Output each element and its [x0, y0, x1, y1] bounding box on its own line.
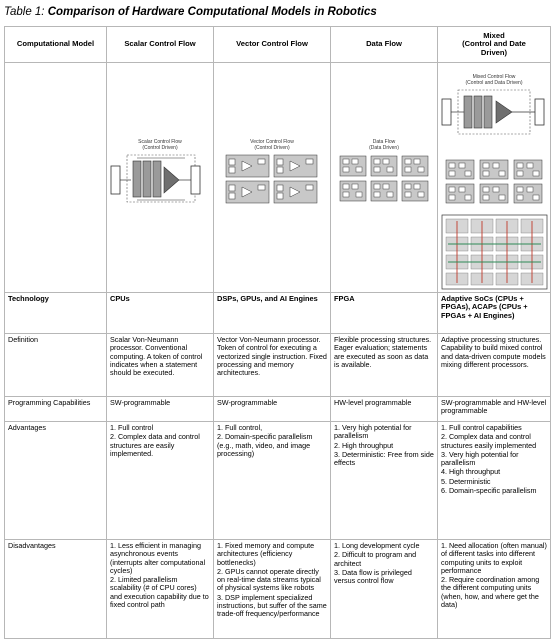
list-item: 3. Very high potential for parallelism	[441, 449, 519, 468]
header-row	[5, 27, 551, 63]
list-item: 4. High throughput	[441, 467, 501, 477]
table-cell	[438, 422, 551, 540]
list-item: 5. Deterministic	[441, 476, 491, 486]
figure-empty-cell	[5, 63, 107, 293]
table-cell: SW-programmable	[214, 397, 331, 422]
list-item: 1. Fixed memory and compute architectures (efficiency bottlenecks)	[217, 541, 315, 567]
table-row-advantages	[5, 422, 551, 540]
dataflow-figure-title: Data Flow	[372, 139, 396, 145]
table-row-disadvantages	[5, 540, 551, 639]
table-cell	[214, 540, 331, 639]
table-cell: Adaptive SoCs (CPUs + FPGAs), ACAPs (CPUs + FPGAs + AI Engines)	[438, 293, 551, 334]
scalar-figure-cell	[107, 63, 214, 293]
list-item: 3. Deterministic: Free from side effects	[334, 449, 434, 468]
figure-row	[5, 63, 551, 293]
list-item: 1. Need allocation (often manual) of different tasks into different computing units to exploit performance	[441, 541, 547, 575]
caption-title: Comparison of Hardware Computational Models in Robotics	[47, 6, 377, 18]
dataflow-figure-cell	[331, 63, 438, 293]
row-label: Definition	[5, 334, 107, 397]
table-cell: DSPs, GPUs, and AI Engines	[214, 293, 331, 334]
list-item: 2. Difficult to program and architect	[334, 550, 417, 568]
header-cell: Data Flow	[331, 27, 438, 63]
table-cell	[107, 540, 214, 639]
list-item: 2. GPUs cannot operate directly on real-time data streams typical of physical systems like robots	[217, 566, 321, 593]
caption-label: Table 1:	[4, 6, 45, 18]
list-item: 2. Domain-specific parallelism (e.g., math, video, and image processing)	[217, 432, 313, 458]
header-cell: Mixed (Control and Date Driven)	[438, 27, 551, 63]
header-cell: Scalar Control Flow	[107, 27, 214, 63]
list-item: 1. Less efficient in managing asynchronous events (interrupts alter computational cycles)	[110, 541, 206, 575]
table-cell	[438, 540, 551, 639]
list-item: 6. Domain-specific parallelism	[441, 486, 537, 496]
table-row-programming	[5, 397, 551, 422]
mixed-figure-title: Mixed Control Flow	[472, 74, 516, 80]
comparison-table	[4, 26, 551, 639]
dataflow-figure-subtitle: (Data Driven)	[369, 145, 399, 151]
vector-figure-subtitle: (Control Driven)	[254, 145, 290, 151]
vector-control-flow-diagram	[214, 63, 331, 292]
mixed-figure-cell	[438, 63, 551, 293]
list-item: 2. Complex data and control structures easily implemented	[441, 432, 537, 450]
list-item: 2. Complex data and control structures are easily implemented.	[110, 432, 200, 458]
table-cell: CPUs	[107, 293, 214, 334]
list-item: 1. Very high potential for parallelism	[334, 423, 412, 441]
mixed-control-flow-diagram	[438, 63, 551, 292]
list-item: 3. DSP implement specialized instructions, but suffer of the same trade-off frequency/performance	[217, 592, 327, 619]
vector-figure-title: Vector Control Flow	[250, 139, 294, 145]
list-item: 1. Long development cycle	[334, 541, 420, 550]
table-cell	[107, 422, 214, 540]
table-caption	[4, 6, 377, 18]
table-cell: HW-level programmable	[331, 397, 438, 422]
list-item: 2. Limited parallelism scalability (# of CPU cores) and execution capability due to fixed control path	[110, 575, 209, 610]
table-cell	[331, 540, 438, 639]
list-item: 1. Full control	[110, 423, 154, 432]
list-item: 2. High throughput	[334, 440, 394, 450]
list-item: 2. Require coordination among the different computing units (when, how, and where get the data)	[441, 575, 540, 610]
table-row-definition	[5, 334, 551, 397]
list-item: 1. Full control capabilities	[441, 423, 522, 432]
list-item: 3. Data flow is privileged versus control flow	[334, 567, 412, 586]
table-cell: SW-programmable and HW-level programmable	[438, 397, 551, 422]
row-label: Advantages	[5, 422, 107, 540]
table-cell: SW-programmable	[107, 397, 214, 422]
table-cell: FPGA	[331, 293, 438, 334]
data-flow-diagram	[331, 63, 438, 292]
header-cell: Vector Control Flow	[214, 27, 331, 63]
table-cell	[331, 422, 438, 540]
row-label: Disadvantages	[5, 540, 107, 639]
table-cell: Vector Von-Neumann processor. Token of control for executing a vectorized single instruction. Fixed processing and memory architectures.	[214, 334, 331, 397]
scalar-figure-title: Scalar Control Flow	[138, 139, 182, 145]
row-label: Programming Capabilities	[5, 397, 107, 422]
scalar-figure-subtitle: (Control Driven)	[142, 145, 178, 151]
table-cell: Scalar Von-Neumann processor. Conventional computing. A token of control indicates when a statement should be executed.	[107, 334, 214, 397]
row-label: Technology	[5, 293, 107, 334]
table-cell: Flexible processing structures. Eager evaluation; statements are executed as soon as data is available.	[331, 334, 438, 397]
scalar-control-flow-diagram	[107, 63, 214, 292]
table-cell: Adaptive processing structures. Capability to build mixed control and data-driven compute models mixing different processors.	[438, 334, 551, 397]
list-item: 1. Full control,	[217, 423, 263, 432]
header-cell: Computational Model	[5, 27, 107, 63]
vector-figure-cell	[214, 63, 331, 293]
mixed-figure-subtitle: (Control and Data Driven)	[465, 80, 523, 86]
table-cell	[214, 422, 331, 540]
table-row-technology	[5, 293, 551, 334]
